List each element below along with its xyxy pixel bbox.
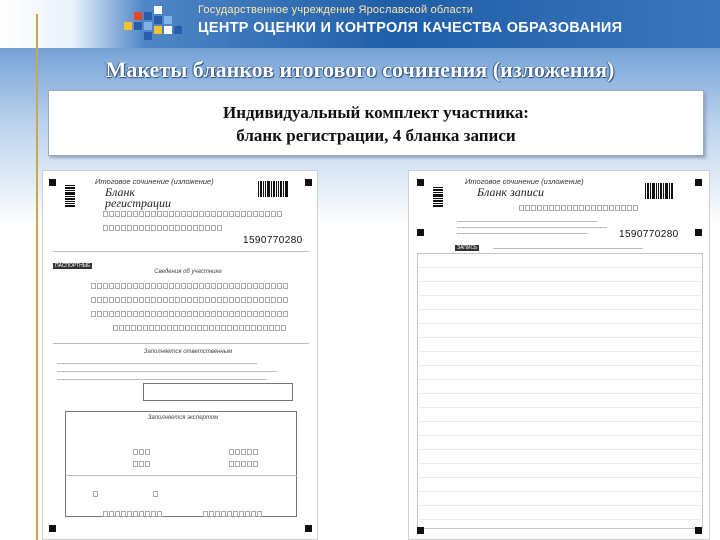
- ruled-line: [419, 519, 701, 520]
- code-cells: [103, 211, 282, 217]
- alignment-marker: [305, 179, 312, 186]
- participant-cells: [91, 297, 288, 303]
- signature-cells: [103, 511, 162, 517]
- participant-cells: [91, 311, 288, 317]
- form-header: Итоговое сочинение (изложение): [95, 177, 214, 186]
- logo-icon: [122, 2, 186, 44]
- alignment-marker: [305, 525, 312, 532]
- form-title-word: регистрации: [105, 196, 171, 210]
- ruled-line: [419, 491, 701, 492]
- header-banner: [0, 0, 720, 48]
- text-line: [457, 227, 607, 228]
- ruled-line: [419, 477, 701, 478]
- record-form-image: [408, 170, 710, 540]
- barcode-vertical: [65, 185, 75, 215]
- score-cells: [229, 461, 258, 467]
- signature-box: [143, 383, 293, 401]
- score-cells: [133, 461, 150, 467]
- text-line: [57, 379, 267, 380]
- ruled-line: [419, 407, 701, 408]
- score-cells: [133, 449, 150, 455]
- barcode-vertical: [433, 187, 443, 217]
- ruled-line: [419, 379, 701, 380]
- alignment-marker: [49, 179, 56, 186]
- ruled-line: [419, 351, 701, 352]
- participant-cells: [91, 283, 288, 289]
- alignment-marker: [695, 527, 702, 534]
- barcode: [258, 181, 288, 197]
- ruled-line: [419, 393, 701, 394]
- form-title: Бланк записи: [477, 185, 545, 199]
- divider: [53, 343, 309, 344]
- text-line: [457, 233, 587, 234]
- ruled-line: [419, 505, 701, 506]
- center-name: ЦЕНТР ОЦЕНКИ И КОНТРОЛЯ КАЧЕСТВА ОБРАЗОВАНИЯ: [198, 20, 623, 36]
- ruled-line: [419, 365, 701, 366]
- form-section-label: ЗАПИСЬ: [457, 245, 478, 251]
- text-line: [457, 221, 597, 222]
- divider: [53, 251, 309, 252]
- section-heading: Сведения об участнике: [154, 269, 222, 275]
- alignment-marker: [695, 229, 702, 236]
- form-header: Итоговое сочинение (изложение): [465, 177, 584, 186]
- section-heading: Заполняется экспертом: [147, 415, 219, 421]
- organization-name: Государственное учреждение Ярославской области: [198, 4, 474, 16]
- code-cells: [519, 205, 638, 211]
- subtitle-line-1: Индивидуальный комплект участника:: [223, 103, 529, 122]
- form-title-word: Бланк: [105, 185, 136, 199]
- divider: [65, 475, 297, 476]
- ruled-line: [419, 421, 701, 422]
- ruled-line: [419, 337, 701, 338]
- ruled-line: [419, 295, 701, 296]
- decorative-rule: [36, 14, 38, 540]
- barcode: [645, 183, 673, 199]
- text-line: [57, 363, 257, 364]
- form-code: 1590770280: [619, 229, 679, 240]
- ruled-line: [419, 309, 701, 310]
- subtitle-box: [48, 90, 704, 156]
- participant-cells: [113, 325, 286, 331]
- form-code: 1590770280: [243, 235, 303, 246]
- ruled-line: [419, 463, 701, 464]
- ruled-line: [419, 449, 701, 450]
- ruled-line: [419, 323, 701, 324]
- registration-form-image: [42, 170, 318, 540]
- alignment-marker: [417, 179, 424, 186]
- signature-cells: [203, 511, 262, 517]
- text-line: [57, 371, 277, 372]
- text-line: [493, 248, 643, 249]
- expert-section-box: [65, 411, 297, 517]
- ruled-line: [419, 435, 701, 436]
- form-section-label: ПАСПОРТНЫЕ: [55, 263, 91, 269]
- score-cells: [229, 449, 258, 455]
- code-cells: [103, 225, 222, 231]
- ruled-line: [419, 281, 701, 282]
- subtitle-line-2: бланк регистрации, 4 бланка записи: [236, 126, 516, 145]
- ruled-line: [419, 267, 701, 268]
- alignment-marker: [695, 179, 702, 186]
- score-cells: [153, 491, 158, 497]
- page-title: Макеты бланков итогового сочинения (изложения): [105, 57, 615, 82]
- alignment-marker: [417, 229, 424, 236]
- alignment-marker: [417, 527, 424, 534]
- section-heading: Заполняется ответственным: [143, 349, 233, 355]
- alignment-marker: [49, 525, 56, 532]
- score-cells: [93, 491, 98, 497]
